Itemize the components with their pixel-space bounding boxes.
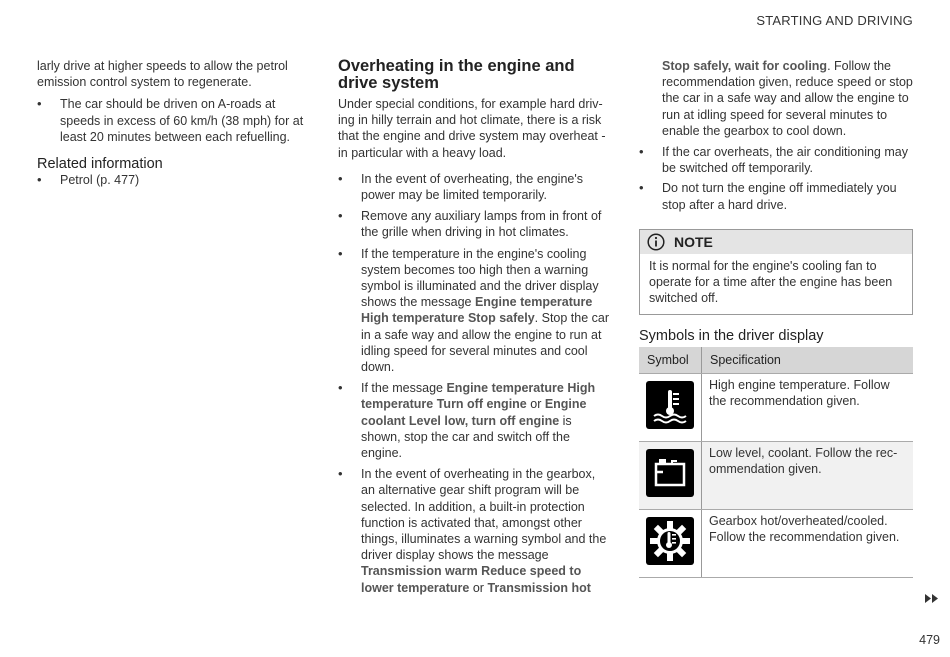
column-right	[639, 58, 913, 578]
bullet-list	[37, 96, 312, 145]
text: or	[469, 580, 488, 595]
double-arrow-right-icon[interactable]	[925, 594, 939, 603]
display-message: Engine coolant Level low, turn off engine	[361, 397, 587, 428]
continued-paragraph	[639, 58, 913, 139]
related-link-petrol[interactable]: • Petrol (p. 477)	[37, 172, 312, 188]
text: . Follow the recommendation given, reduce speed or stop the car in a safe way and allow the engine to run at idling speed for several minutes to enable the gearbox to cool down.	[662, 59, 913, 138]
symbols-table	[639, 347, 913, 578]
symbols-heading: Symbols in the driver display	[639, 328, 824, 345]
text: . Stop the car in a safe way and allow the engine to run at idling speed for several minutes and cool down.	[361, 311, 610, 375]
display-message: Stop safely, wait for cooling	[662, 59, 828, 73]
list-item: • The car should be driven on A-roads at speeds in excess of 60 km/h (38 mph) for at least 20 minutes between each refuelling.	[37, 96, 312, 145]
section-header: STARTING AND DRIVING	[756, 13, 913, 28]
column-header-specification: Specification	[702, 347, 914, 374]
text: If the temperature in the engine's cooling system becomes too high then a warning symbol is illuminated and the driver display shows the message	[361, 246, 599, 310]
specification-cell: Gearbox hot/overheated/cooled. Follow the recommendation given.	[702, 509, 914, 577]
coolant-level-icon	[646, 449, 694, 497]
page-number: 479	[919, 633, 940, 647]
column-header-symbol: Symbol	[639, 347, 702, 374]
symbol-cell	[639, 441, 702, 509]
list-item: • Remove any auxiliary lamps from in front of the grille when driving in hot climates.	[338, 208, 610, 240]
specification-cell: Low level, coolant. Follow the rec-ommendation given.	[702, 441, 914, 509]
table-row	[639, 441, 913, 509]
intro-paragraph: Under special conditions, for example hard driv-ing in hilly terrain and hot climate, there is a risk that the engine and drive system may overheat - in particular with a heavy load.	[338, 97, 606, 160]
list-item: • Do not turn the engine off immediately you stop after a hard drive.	[639, 180, 913, 212]
symbol-cell	[639, 509, 702, 577]
display-message: Transmission hot	[487, 580, 591, 595]
symbol-cell	[639, 373, 702, 441]
table-header-row	[639, 347, 913, 374]
display-message: Engine temperature High temperature Turn off engine	[361, 381, 596, 412]
list-item	[338, 380, 610, 461]
related-list	[37, 172, 312, 188]
note-box	[639, 229, 913, 316]
column-middle	[338, 58, 610, 596]
display-message: Transmission warm Reduce speed to lower temperature	[361, 564, 582, 595]
list-item	[338, 246, 610, 376]
display-message: Engine temperature High temperature Stop safely	[361, 295, 593, 326]
note-body: It is normal for the engine's cooling fan to operate for a time after the engine has been switched off.	[649, 258, 893, 306]
intro-paragraph: larly drive at higher speeds to allow the petrol emission control system to regenerate.	[37, 59, 288, 90]
table-row	[639, 373, 913, 441]
engine-temperature-icon	[646, 381, 694, 429]
list-item: • If the car overheats, the air conditioning may be switched off temporarily.	[639, 144, 913, 176]
list-item	[338, 466, 610, 596]
related-info-heading: Related information	[37, 156, 163, 173]
note-title: NOTE	[674, 233, 713, 250]
bullet-list	[338, 171, 610, 596]
gearbox-temperature-icon	[646, 517, 694, 565]
info-icon	[647, 233, 665, 251]
column-left	[37, 58, 312, 188]
text: is shown, stop the car and switch off the engine.	[361, 413, 572, 461]
specification-cell: High engine temperature. Follow the recommendation given.	[702, 373, 914, 441]
text: If the message	[361, 381, 447, 396]
text: In the event of overheating in the gearbox, an alternative gear shift program will be selected. In addition, a built-in protection function is activated that, amongst other things, illuminates a warning symbol and the driver display shows the message	[361, 467, 607, 563]
list-item: • In the event of overheating, the engine's power may be limited temporarily.	[338, 171, 610, 203]
table-row	[639, 509, 913, 577]
text: or	[526, 397, 545, 412]
bullet-list	[639, 144, 913, 213]
note-header	[640, 230, 912, 254]
section-title: Overheating in the engine and drive system	[338, 57, 575, 92]
